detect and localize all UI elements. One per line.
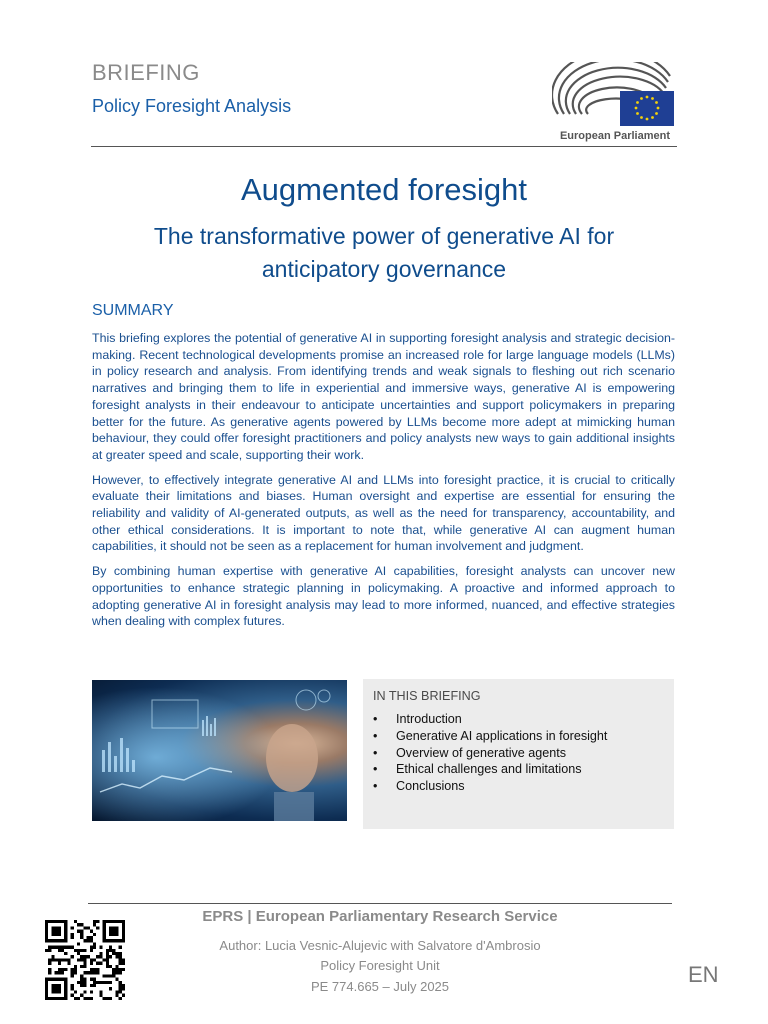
header-divider <box>91 146 677 147</box>
summary-heading: SUMMARY <box>92 302 174 319</box>
doc-type-label: BRIEFING <box>92 60 200 85</box>
in-this-briefing-heading: IN THIS BRIEFING <box>373 689 481 703</box>
page-title: Augmented foresight <box>240 172 528 207</box>
qr-code-icon <box>45 920 125 1000</box>
service-name: EPRS | European Parliamentary Research Service <box>202 908 558 925</box>
contents-item: • Introduction <box>373 711 607 728</box>
hemicycle-icon <box>552 62 678 128</box>
logo-name: European Parliament <box>559 130 671 142</box>
page-subtitle: The transformative power of generative AI for anticipatory governance <box>153 223 615 282</box>
contents-item: • Conclusions <box>373 778 607 795</box>
contents-item: • Overview of generative agents <box>373 745 607 762</box>
in-this-briefing-box <box>363 679 674 829</box>
footer-divider <box>88 903 672 904</box>
reference-line: PE 774.665 – July 2025 <box>310 979 450 994</box>
summary-paragraph: By combining human expertise with generative AI capabilities, foresight analysts can uncover new opportunities to enhance strategic planning in policymaking. A proactive and informed approach to adopting generative AI in foresight analysis may lead to more informed, nuanced, and effective strategies when dealing with complex futures. <box>92 564 675 629</box>
contents-list <box>373 711 607 795</box>
unit-line: Policy Foresight Unit <box>320 958 440 973</box>
series-label: Policy Foresight Analysis <box>92 96 292 116</box>
summary-paragraph: This briefing explores the potential of generative AI in supporting foresight analysis and strategic decision-making. Recent technological developments promise an increased role for large language models (LLMs) in policy research and analysis. From identifying trends and weak signals to fleshing out rich scenario narratives and bringing them to life in experiential and immersive ways, generative AI is empowering foresight analysts in their endeavour to anticipate uncertainties and support policymakers in preparing better for the future. As generative agents powered by LLMs become more adept at mimicking human behaviour, they could offer foresight practitioners and policy analysts new ways to gain additional insights at greater speed and scale, supporting their work. <box>92 331 675 462</box>
contents-item: • Ethical challenges and limitations <box>373 761 607 778</box>
summary-paragraph: However, to effectively integrate generative AI and LLMs into foresight practice, it is crucial to critically evaluate their limitations and biases. Human oversight and expertise are essential for ensuring the reliability and validity of AI-generated outputs, as well as the need for transparency, accountability, and other ethical considerations. It is important to note that, while generative AI can augment human capabilities, it should not be seen as a replacement for human involvement and judgment. <box>92 472 675 554</box>
summary-body <box>92 330 675 638</box>
european-parliament-logo-icon <box>552 62 678 148</box>
language-code: EN <box>688 962 719 987</box>
cover-photo <box>92 680 347 821</box>
contents-item: • Generative AI applications in foresight <box>373 728 607 745</box>
author-line: Author: Lucia Vesnic-Alujevic with Salvatore d'Ambrosio <box>219 938 541 953</box>
futuristic-interface-illustration <box>92 680 347 821</box>
qr-code-graphic <box>45 920 125 1000</box>
